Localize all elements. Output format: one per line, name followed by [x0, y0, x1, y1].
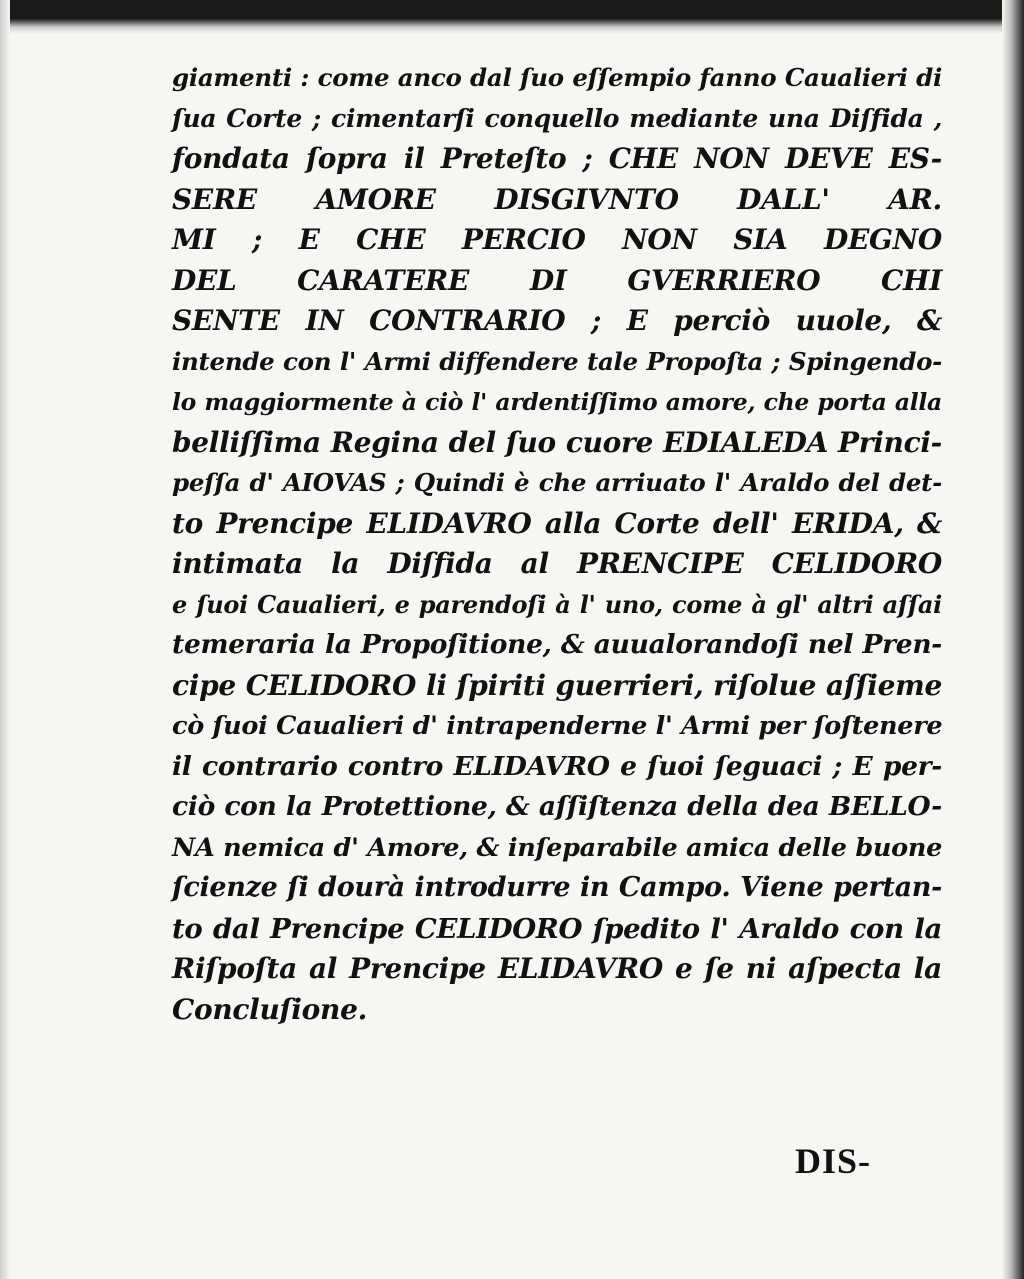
text-line-17: cò ſuoi Caualieri d' intrapenderne l' Armi per ſoſtenere	[172, 711, 943, 741]
text-line-8: intende con l' Armi diffendere tale Propoſta ; Spingendo-	[172, 346, 942, 376]
text-line-11: peſſa d' AIOVAS ; Quindi è che arriuato l' Araldo del det-	[172, 468, 942, 497]
text-line-6: DEL CARATERE DI GVERRIERO CHI	[172, 263, 942, 297]
page-left-edge	[0, 0, 10, 1279]
text-line-9: lo maggiormente à ciò l' ardentiſſimo amore, che porta alla	[172, 388, 942, 416]
text-line-18: il contrario contro ELIDAVRO e ſuoi ſeguaci ; E per-	[172, 750, 942, 782]
text-line-1: giamenti : come anco dal ſuo eſſempio fanno Caualieri di	[172, 63, 942, 92]
text-line-16: cipe CELIDORO li ſpiriti guerrieri, riſolue aſſieme	[172, 668, 942, 702]
text-line-15: temeraria la Propoſitione, & auualorandoſi nel Pren-	[172, 629, 942, 660]
text-line-24: Concluſione.	[172, 992, 368, 1026]
text-line-22: to dal Prencipe CELIDORO ſpedito l' Araldo con la	[172, 912, 942, 945]
text-line-10: belliſſima Regina del ſuo cuore EDIALEDA Princi-	[172, 425, 942, 459]
text-line-7: SENTE IN CONTRARIO ; E perciò uuole, &	[172, 304, 942, 337]
text-line-13: intimata la Diſfida al PRENCIPE CELIDORO	[172, 547, 942, 580]
text-line-2: ſua Corte ; cimentarſi conquello mediante una Diſfida ,	[172, 103, 942, 133]
text-line-21: ſcienze ſi dourà introdurre in Campo. Viene pertan-	[172, 872, 942, 903]
page-top-shadow	[0, 0, 1024, 34]
text-line-19: ciò con la Protettione, & aſſiſtenza della dea BELLO-	[172, 791, 942, 822]
page-right-shadow	[1002, 0, 1024, 1279]
text-line-14: e ſuoi Caualieri, e parendoſi à l' uno, come à gl' altri aſſai	[172, 589, 942, 619]
text-line-23: Riſpoſta al Prencipe ELIDAVRO e ſe ni aſpecta la	[172, 952, 942, 985]
text-line-4: SERE AMORE DISGIVNTO DALL' AR.	[172, 182, 942, 216]
text-line-3: fondata ſopra il Preteſto ; CHE NON DEVE ES-	[172, 142, 942, 175]
text-line-12: to Prencipe ELIDAVRO alla Corte dell' ERIDA, &	[172, 506, 942, 540]
text-line-5: MI ; E CHE PERCIO NON SIA DEGNO	[172, 223, 942, 256]
catchword: DIS-	[795, 1141, 872, 1181]
text-line-20: NA nemica d' Amore, & inſeparabile amica delle buone	[172, 832, 942, 863]
body-text	[172, 58, 942, 1030]
